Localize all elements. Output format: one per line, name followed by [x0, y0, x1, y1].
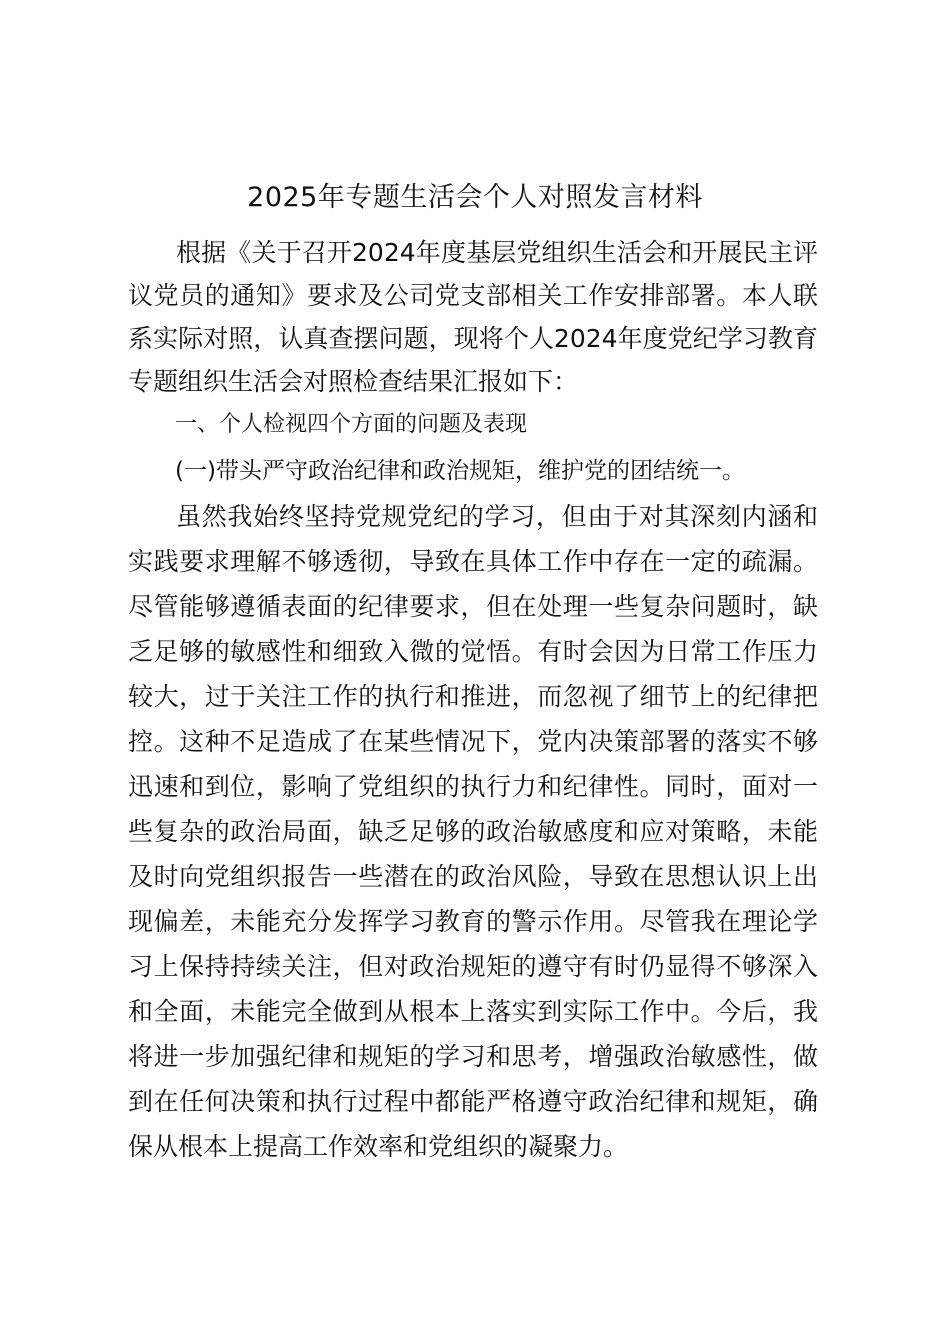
section-heading: 一、个人检视四个方面的问题及表现	[175, 412, 528, 437]
document-title: 2025年专题生活会个人对照发言材料	[247, 182, 703, 213]
intro-paragraph: 根据《关于召开2024年度基层党组织生活会和开展民主评议党员的通知》要求及公司党支部相关工作安排部署。本人联系实际对照，认真查摆问题，现将个人2024年度党纪学习教育专题组织生活会对照检查结果汇报如下：	[128, 238, 818, 396]
body-paragraph: 虽然我始终坚持党规党纪的学习，但由于对其深刻内涵和实践要求理解不够透彻，导致在具体工作中存在一定的疏漏。尽管能够遵循表面的纪律要求，但在处理一些复杂问题时，缺乏足够的敏感性和细致入微的觉悟。有时会因为日常工作压力较大，过于关注工作的执行和推进，而忽视了细节上的纪律把控。这种不足造成了在某些情况下，党内决策部署的落实不够迅速和到位，影响了党组织的执行力和纪律性。同时，面对一些复杂的政治局面，缺乏足够的政治敏感度和应对策略，未能及时向党组织报告一些潜在的政治风险，导致在思想认识上出现偏差，未能充分发挥学习教育的警示作用。尽管我在理论学习上保持持续关注，但对政治规矩的遵守有时仍显得不够深入和全面，未能完全做到从根本上落实到实际工作中。今后，我将进一步加强纪律和规矩的学习和思考，增强政治敏感性，做到在任何决策和执行过程中都能严格遵守政治纪律和规矩，确保从根本上提高工作效率和党组织的凝聚力。	[128, 502, 818, 1161]
subsection-heading: (一)带头严守政治纪律和政治规矩，维护党的团结统一。	[175, 458, 745, 484]
